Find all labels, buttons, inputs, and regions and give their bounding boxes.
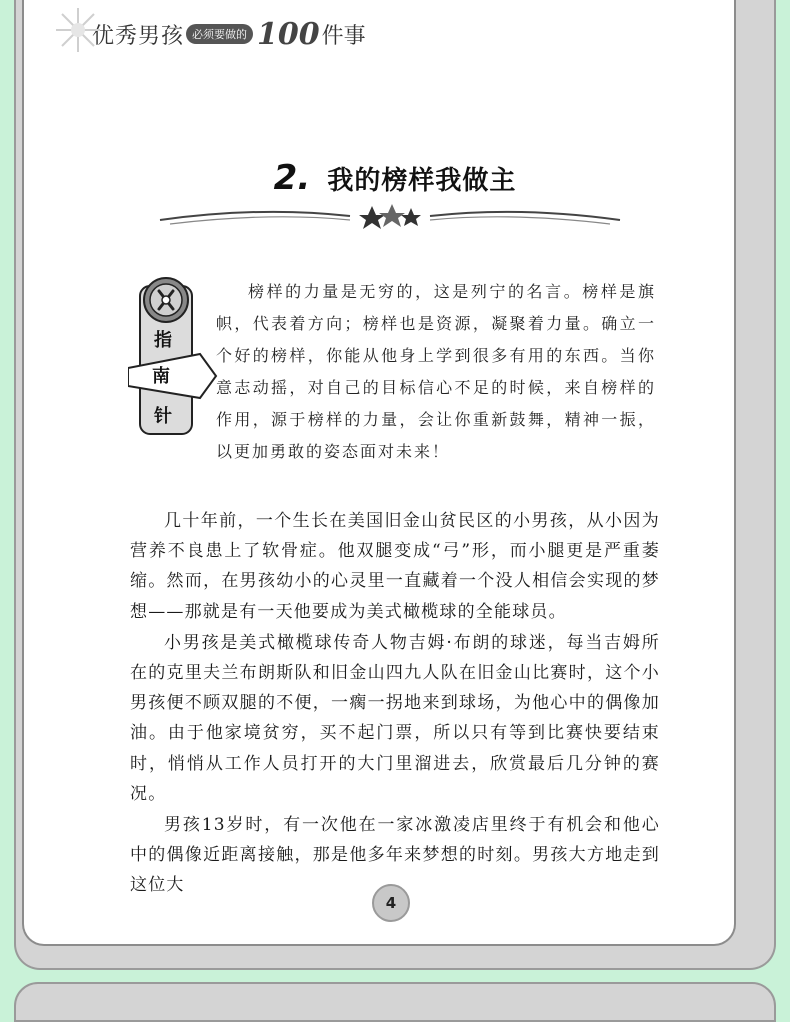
- star-icon: [379, 204, 405, 227]
- sparkle-icon: [54, 6, 102, 54]
- guide-char-nan: 南: [152, 366, 170, 387]
- star-icon: [359, 206, 385, 229]
- header-title-part2: 件事: [321, 23, 366, 49]
- body-paragraph-1: 几十年前，一个生长在美国旧金山贫民区的小男孩，从小因为营养不良患上了软骨症。他双腿变成“弓”形，而小腿更是严重萎缩。然而，在男孩幼小的心灵里一直藏着一个没人相信会实现的梦想——那就是有一天他要成为美式橄榄球的全能球员。: [130, 511, 660, 622]
- header-title-pill: 必须要做的: [186, 24, 253, 44]
- next-page-frame: [14, 982, 776, 1022]
- header-title-number: 100: [257, 16, 320, 52]
- book-header: [60, 14, 366, 54]
- page-number: 4: [372, 884, 410, 922]
- ornament-divider: [150, 200, 630, 230]
- guide-badge: [128, 270, 218, 440]
- body-paragraph-3: 男孩13岁时，有一次他在一家冰激凌店里终于有机会和他心中的偶像近距离接触，那是他多年来梦想的时刻。男孩大方地走到这位大: [130, 815, 660, 896]
- chapter-number: 2.: [273, 158, 311, 198]
- star-badge-icon: [150, 278, 182, 322]
- header-title-part1: 优秀男孩: [92, 23, 185, 49]
- body-text: [130, 506, 660, 902]
- guide-char-zhen: 针: [154, 406, 172, 427]
- intro-text-block: [216, 276, 656, 468]
- body-paragraph-2: 小男孩是美式橄榄球传奇人物吉姆·布朗的球迷，每当吉姆所在的克里夫兰布朗斯队和旧金山四九人队在旧金山比赛时，这个小男孩便不顾双腿的不便，一瘸一拐地来到球场，为他心中的偶像加油。由于他家境贫穷，买不起门票，所以只有等到比赛快要结束时，悄悄从工作人员打开的大门里溜进去，欣赏最后几分钟的赛况。: [130, 632, 660, 804]
- intro-paragraph: 榜样的力量是无穷的，这是列宁的名言。榜样是旗帜，代表着方向；榜样也是资源，凝聚着力量。确立一个好的榜样，你能从他身上学到很多有用的东西。当你意志动摇，对自己的目标信心不足的时候，来自榜样的作用，源于榜样的力量，会让你重新鼓舞，精神一振，以更加勇敢的姿态面对未来！: [216, 282, 656, 461]
- guide-char-zhi: 指: [154, 330, 172, 351]
- star-icon: [401, 208, 421, 226]
- chapter-heading: [0, 158, 790, 198]
- chapter-title: 我的榜样我做主: [327, 166, 517, 196]
